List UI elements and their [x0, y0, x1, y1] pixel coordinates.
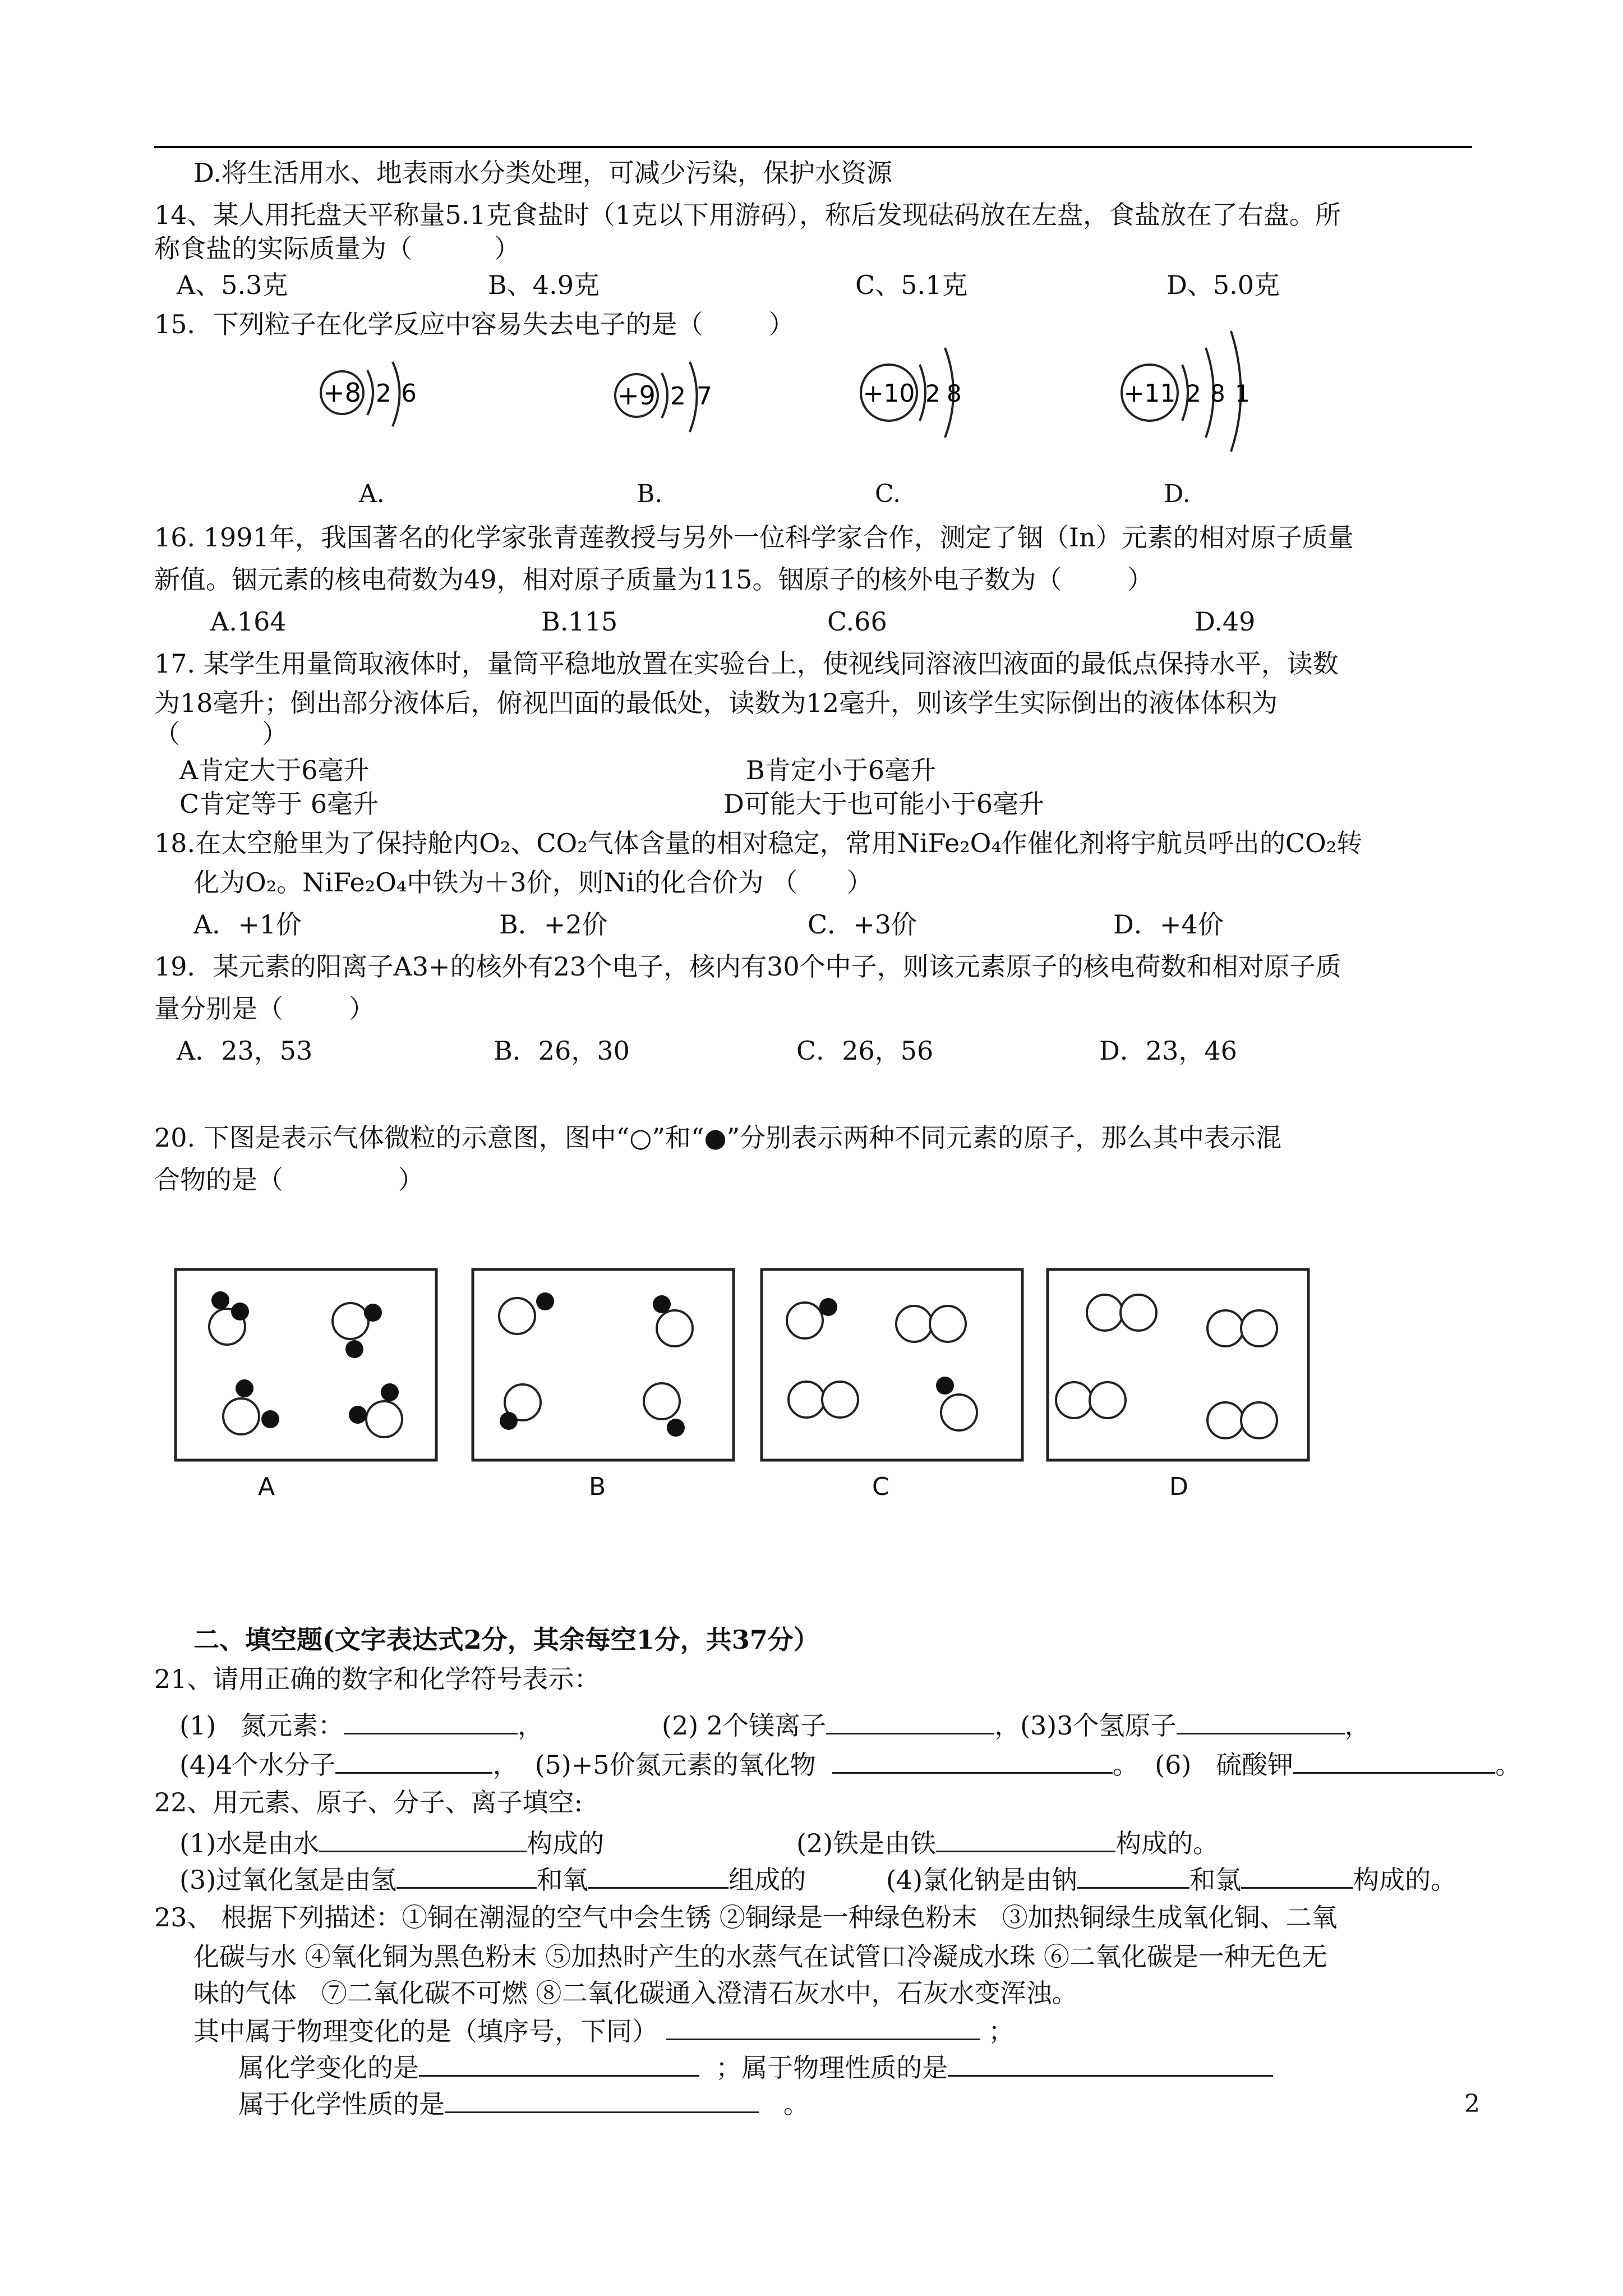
q17-option-d: D可能大于也可能小于6毫升	[723, 789, 1045, 819]
q14-option-b: B、4.9克	[488, 270, 600, 300]
answer-blank[interactable]	[319, 1826, 527, 1852]
svg-text:2: 2	[1186, 380, 1201, 407]
q23-stem-1: 23、 根据下列描述：①铜在潮湿的空气中会生锈 ②铜绿是一种绿色粉末 ③加热铜绿生成氧化铜、二氧	[154, 1902, 1338, 1932]
q18-option-c: C．+3价	[808, 909, 917, 940]
svg-text:2: 2	[670, 382, 686, 411]
answer-blank[interactable]	[826, 1708, 994, 1734]
answer-blank[interactable]	[1177, 1708, 1345, 1734]
q19-option-a: A．23，53	[177, 1036, 313, 1066]
atom-diagram-c	[847, 331, 987, 449]
q21-part-6: (6) 硫酸钾	[1155, 1750, 1294, 1780]
q19-option-c: C．26，56	[796, 1036, 934, 1066]
atom-diagram-b	[606, 348, 735, 449]
section-2-title: 二、填空题(文字表达式2分，其余每空1分，共37分）	[193, 1625, 819, 1655]
q22-line-1	[179, 1826, 604, 1859]
q22-part-1a: (1)水是由水	[179, 1828, 320, 1858]
answer-blank[interactable]	[936, 1826, 1115, 1852]
answer-blank[interactable]	[396, 1862, 537, 1889]
svg-text:2: 2	[925, 380, 940, 407]
molecule-box-a	[174, 1268, 443, 1464]
q22-part-3a: (3)过氧化氢是由氢	[179, 1865, 397, 1895]
q22-line-4	[886, 1862, 1456, 1895]
nucleus-c: +10	[863, 379, 915, 408]
q18-stem-1: 18.在太空舱里为了保持舱内O₂、CO₂气体含量的相对稳定，常用NiFe₂O₄作催化剂将宇航员呼出的CO₂转	[154, 828, 1363, 858]
q22-part-4a: (4)氯化钠是由钠	[886, 1865, 1078, 1895]
svg-text:2: 2	[376, 379, 391, 408]
q14-option-a: A、5.3克	[177, 270, 288, 300]
q21-part-1: (1) 氮元素：	[179, 1710, 344, 1741]
q20-stem-1: 20. 下图是表示气体微粒的示意图，图中“○”和“●”分别表示两种不同元素的原子，那么其中表示混	[154, 1122, 1282, 1153]
q14-stem-2: 称食盐的实际质量为（ ）	[154, 233, 520, 264]
q22-part-3b: 和氧	[537, 1865, 589, 1895]
nucleus-d: +11	[1123, 379, 1176, 408]
q21-line-2: (2) 2个镁离子 ，(3)3个氢原子 ，	[662, 1708, 1371, 1741]
q17-option-c: C肯定等于 6毫升	[179, 789, 379, 819]
molecule-box-c	[760, 1268, 1029, 1464]
q14-option-d: D、5.0克	[1166, 270, 1280, 300]
nucleus-a: +8	[323, 378, 361, 408]
atom-label-c: C.	[875, 480, 901, 508]
q16-option-b: B.115	[541, 606, 618, 637]
q18-option-a: A．+1价	[193, 909, 302, 940]
answer-blank[interactable]	[1241, 1862, 1353, 1889]
answer-blank[interactable]	[948, 2050, 1273, 2077]
q13-option-d: D.将生活用水、地表雨水分类处理，可减少污染，保护水资源	[193, 158, 892, 188]
q19-stem-1: 19．某元素的阳离子A3+的核外有23个电子，核内有30个中子，则该元素原子的核电荷数和相对原子质	[154, 951, 1341, 982]
q22-part-4c: 构成的。	[1353, 1865, 1457, 1895]
q14-stem-1: 14、某人用托盘天平称量5.1克食盐时（1克以下用游码），称后发现砝码放在左盘，食盐放在了右盘。所	[154, 200, 1341, 230]
q20-stem-2: 合物的是（ ）	[154, 1165, 424, 1195]
q22-part-1b: 构成的	[527, 1828, 605, 1858]
q17-stem-2: 为18毫升；倒出部分液体后，俯视凹面的最低处，读数为12毫升，则该学生实际倒出的液体体积为	[154, 688, 1278, 718]
atom-label-b: B.	[637, 480, 663, 508]
q23-physical-change-label: 其中属于物理变化的是（填序号，下同）	[193, 2016, 658, 2046]
q21-part-2: (2) 2个镁离子	[662, 1710, 827, 1741]
q23-physical-property-label: ；属于物理性质的是	[716, 2053, 948, 2083]
atom-label-d: D.	[1164, 480, 1191, 508]
svg-text:8: 8	[947, 380, 962, 407]
answer-blank[interactable]	[445, 2087, 759, 2113]
q18-option-d: D．+4价	[1113, 909, 1224, 940]
q14-option-c: C、5.1克	[855, 270, 968, 300]
page-number: 2	[1464, 2090, 1480, 2118]
q22-part-2b: 构成的。	[1115, 1828, 1219, 1858]
q22-line-2	[796, 1826, 1219, 1859]
q16-stem-1: 16. 1991年，我国著名的化学家张青莲教授与另外一位科学家合作，测定了铟（In）元素的相对原子质量	[154, 522, 1354, 553]
answer-blank[interactable]	[335, 1747, 492, 1774]
q23-line-3: 属于化学性质的是 。	[238, 2087, 809, 2120]
q16-stem-2: 新值。铟元素的核电荷数为49，相对原子质量为115。铟原子的核外电子数为（ ）	[154, 564, 1154, 595]
answer-blank[interactable]	[419, 2050, 699, 2077]
q22-part-4b: 和氯	[1189, 1865, 1242, 1895]
answer-blank[interactable]	[666, 2014, 980, 2040]
q21-stem: 21、请用正确的数字和化学符号表示：	[154, 1664, 600, 1694]
q21-part-3: (3)3个氢原子	[1020, 1710, 1177, 1741]
q21-line-3: (4)4个水分子 ， (5)+5价氮元素的氧化物 。 (6) 硫酸钾 。	[179, 1747, 1521, 1780]
q22-part-2a: (2)铁是由铁	[796, 1828, 937, 1858]
svg-text:6: 6	[401, 379, 417, 408]
q16-option-c: C.66	[827, 606, 887, 637]
q19-option-d: D．23，46	[1099, 1036, 1237, 1066]
molecule-label-b: B	[589, 1473, 606, 1501]
q22-stem: 22、用元素、原子、分子、离子填空:	[154, 1787, 583, 1818]
q17-stem-1: 17. 某学生用量筒取液体时，量筒平稳地放置在实验台上，使视线同溶液凹液面的最低点保持水平，读数	[154, 648, 1339, 679]
q16-option-d: D.49	[1195, 606, 1256, 637]
atom-label-a: A.	[359, 480, 385, 508]
q22-line-3	[179, 1862, 806, 1895]
nucleus-b: +9	[617, 380, 656, 411]
molecule-label-c: C	[872, 1473, 889, 1501]
answer-blank[interactable]	[1077, 1862, 1189, 1889]
atom-diagram-a	[314, 348, 437, 449]
q18-stem-2: 化为O₂。NiFe₂O₄中铁为＋3价，则Ni的化合价为 （ ）	[193, 867, 873, 898]
q21-part-4: (4)4个水分子	[179, 1750, 336, 1780]
q22-part-3c: 组成的	[728, 1865, 806, 1895]
q17-option-a: A肯定大于6毫升	[179, 755, 370, 785]
atom-diagram-d	[1116, 320, 1284, 454]
q23-chemical-change-label: 属化学变化的是	[238, 2053, 419, 2083]
q17-stem-3: （ ）	[154, 719, 288, 749]
q17-option-b: B肯定小于6毫升	[746, 755, 937, 785]
answer-blank[interactable]	[1293, 1747, 1495, 1774]
molecule-label-a: A	[258, 1473, 275, 1501]
q23-stem-2: 化碳与水 ④氧化铜为黑色粉末 ⑤加热时产生的水蒸气在试管口冷凝成水珠 ⑥二氧化碳是一种无色无	[193, 1941, 1327, 1972]
answer-blank[interactable]	[588, 1862, 728, 1889]
svg-text:8: 8	[1210, 380, 1225, 407]
molecule-box-b	[471, 1268, 740, 1464]
q18-option-b: B．+2价	[499, 909, 608, 940]
answer-blank[interactable]	[832, 1747, 1113, 1774]
svg-text:7: 7	[697, 382, 712, 411]
q15-stem: 15．下列粒子在化学反应中容易失去电子的是（ ）	[154, 309, 795, 339]
q23-stem-3: 味的气体 ⑦二氧化碳不可燃 ⑧二氧化碳通入澄清石灰水中，石灰水变浑浊。	[193, 1978, 1078, 2008]
q19-stem-2: 量分别是（ ）	[154, 993, 375, 1024]
molecule-box-d	[1046, 1268, 1315, 1464]
top-rule	[154, 146, 1472, 148]
svg-text:1: 1	[1235, 380, 1250, 407]
q19-option-b: B．26，30	[494, 1036, 630, 1066]
q23-line-2	[238, 2050, 1273, 2083]
answer-blank[interactable]	[344, 1708, 518, 1734]
q16-option-a: A.164	[210, 606, 287, 637]
q23-line-1: 其中属于物理变化的是（填序号，下同） ；	[193, 2014, 1014, 2047]
q21-line-1: (1) 氮元素： ，	[179, 1708, 543, 1741]
molecule-label-d: D	[1169, 1473, 1188, 1501]
q23-chemical-property-label: 属于化学性质的是	[238, 2089, 445, 2119]
q21-part-5: (5)+5价氮元素的氧化物	[534, 1750, 816, 1780]
